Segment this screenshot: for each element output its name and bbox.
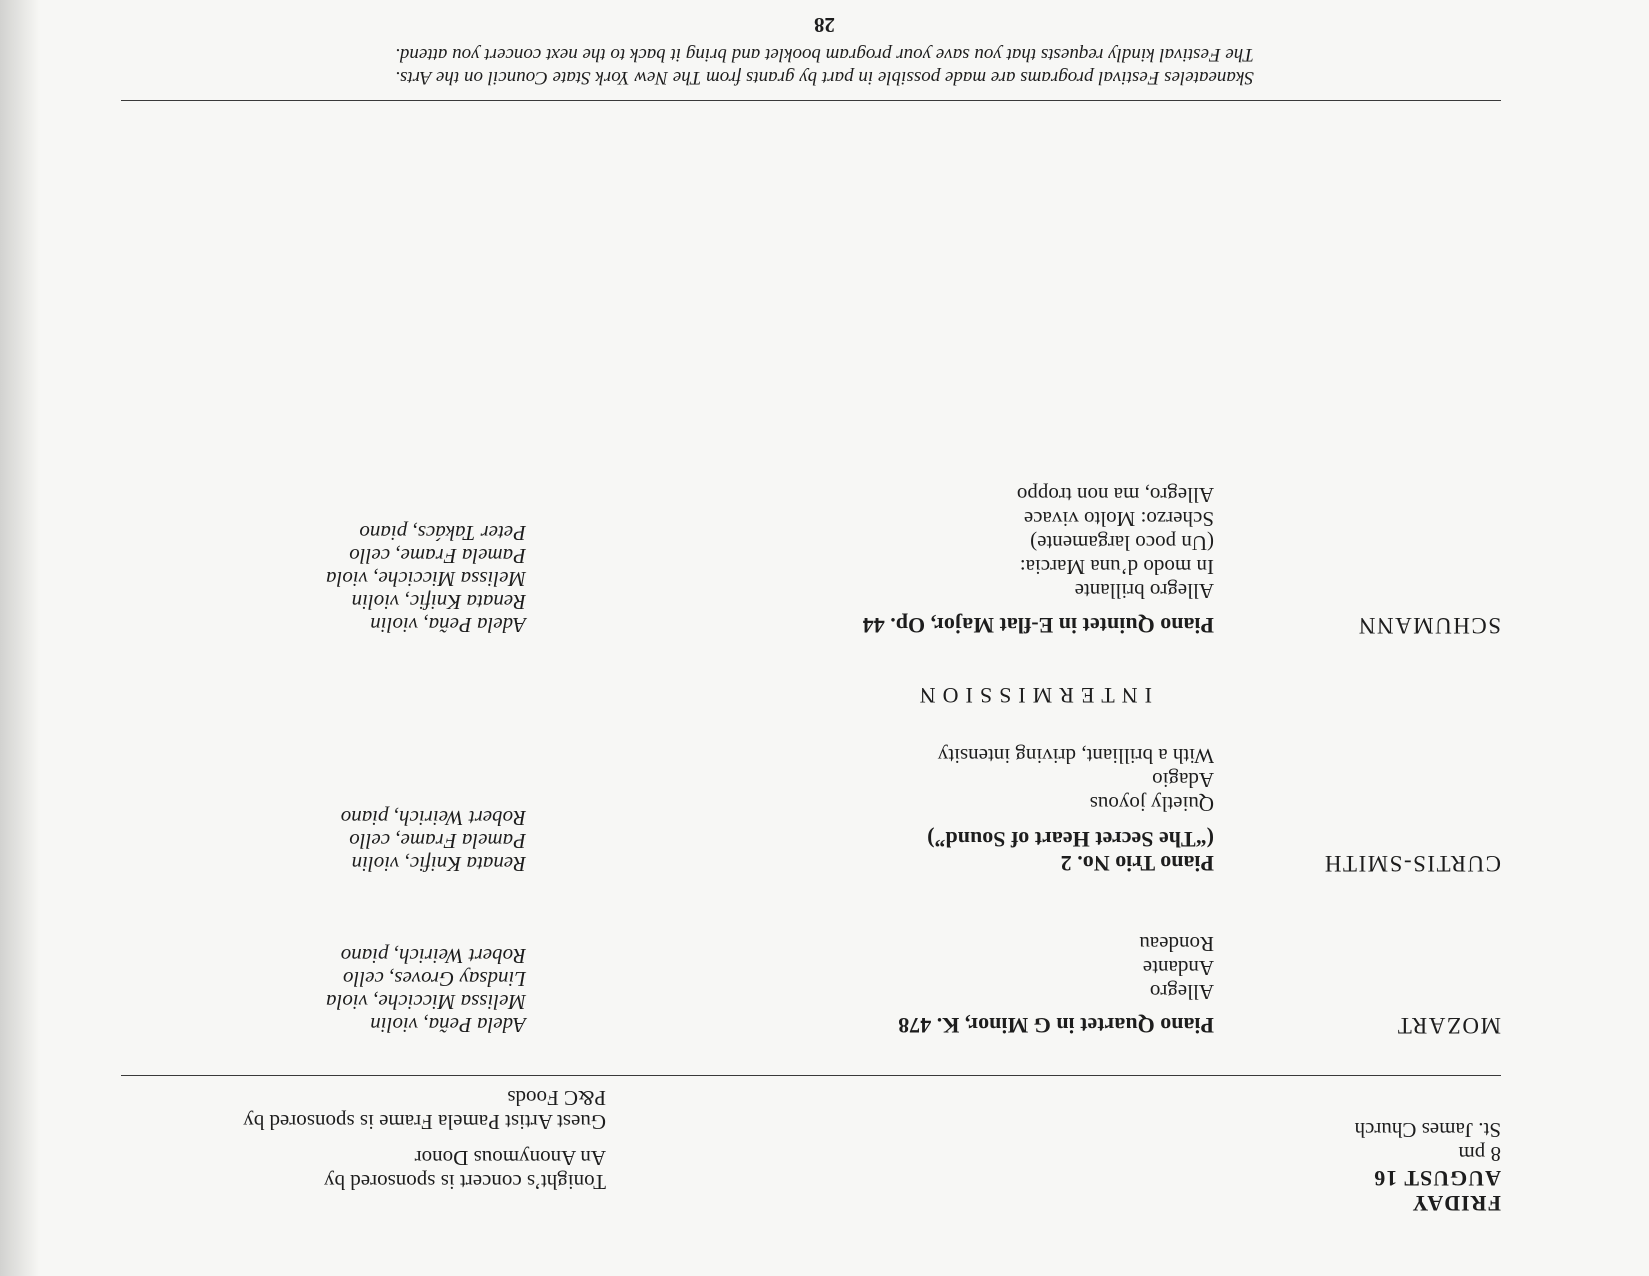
performer: Pamela Frame, cello xyxy=(349,829,526,853)
sponsor-line: P&C Foods xyxy=(507,1086,606,1110)
sponsor-line: Tonight’s concert is sponsored by xyxy=(324,1170,606,1194)
concert-header xyxy=(1355,1118,1501,1216)
sponsor-line: Guest Artist Pamela Frame is sponsored by xyxy=(243,1110,606,1134)
movement: (Un poco largamente) xyxy=(1030,531,1214,555)
movement: Andante xyxy=(1142,956,1214,980)
header-divider xyxy=(121,1075,1501,1076)
binding-shadow xyxy=(0,0,40,1276)
booklet-note: The Festival kindly requests that you save your program booklet and bring it back to the next concert you attend. xyxy=(395,44,1254,65)
page-footer xyxy=(0,12,1649,89)
performer: Melissa Micciche, viola xyxy=(325,990,526,1014)
movement: With a brilliant, driving intensity xyxy=(937,744,1214,768)
movement: Quietly joyous xyxy=(1089,792,1214,816)
performer: Robert Weirich, piano xyxy=(340,944,526,968)
performer: Renata Knific, violin xyxy=(351,590,526,614)
movement: Allegro brillante xyxy=(1074,579,1214,603)
intermission-label: INTERMISSION xyxy=(912,683,1152,708)
concert-time: 8 pm xyxy=(1458,1142,1501,1166)
sponsor-block xyxy=(243,1086,606,1194)
work-title: Piano Quintet in E-flat Major, Op. 44 xyxy=(862,613,1214,638)
performer: Robert Weirich, piano xyxy=(340,806,526,830)
sponsor-line: An Anonymous Donor xyxy=(414,1146,606,1170)
concert-date: AUGUST 16 xyxy=(1373,1166,1501,1191)
movement: In modo d’una Marcia: xyxy=(1019,555,1214,579)
performer: Renata Knific, violin xyxy=(351,852,526,876)
grant-note: Skaneateles Festival programs are made possible in part by grants from The New York State Council on the Arts. xyxy=(395,67,1254,88)
page-number: 28 xyxy=(814,13,835,37)
work-title: Piano Trio No. 2 xyxy=(1060,851,1214,876)
movement: Rondeau xyxy=(1139,932,1214,956)
composer-name: SCHUMANN xyxy=(1357,613,1501,638)
footer-divider xyxy=(121,100,1501,101)
concert-venue: St. James Church xyxy=(1354,1118,1501,1142)
composer-name: MOZART xyxy=(1396,1013,1501,1038)
performer: Adela Peña, violin xyxy=(370,1013,526,1037)
concert-day: FRIDAY xyxy=(1411,1191,1501,1216)
performer: Lindsay Groves, cello xyxy=(343,967,526,991)
movement: Allegro, ma non troppo xyxy=(1016,483,1214,507)
performer: Adela Peña, violin xyxy=(370,613,526,637)
work-subtitle: (“The Secret Heart of Sound”) xyxy=(927,827,1214,852)
performer: Melissa Micciche, viola xyxy=(325,567,526,591)
movement: Adagio xyxy=(1152,768,1214,792)
performer: Pamela Frame, cello xyxy=(349,544,526,568)
work-title: Piano Quartet in G Minor, K. 478 xyxy=(898,1013,1214,1038)
composer-name: CURTIS-SMITH xyxy=(1323,851,1501,876)
movement: Scherzo: Molto vivace xyxy=(1023,507,1214,531)
performer: Peter Takács, piano xyxy=(359,521,526,545)
movement: Allegro xyxy=(1149,980,1214,1004)
